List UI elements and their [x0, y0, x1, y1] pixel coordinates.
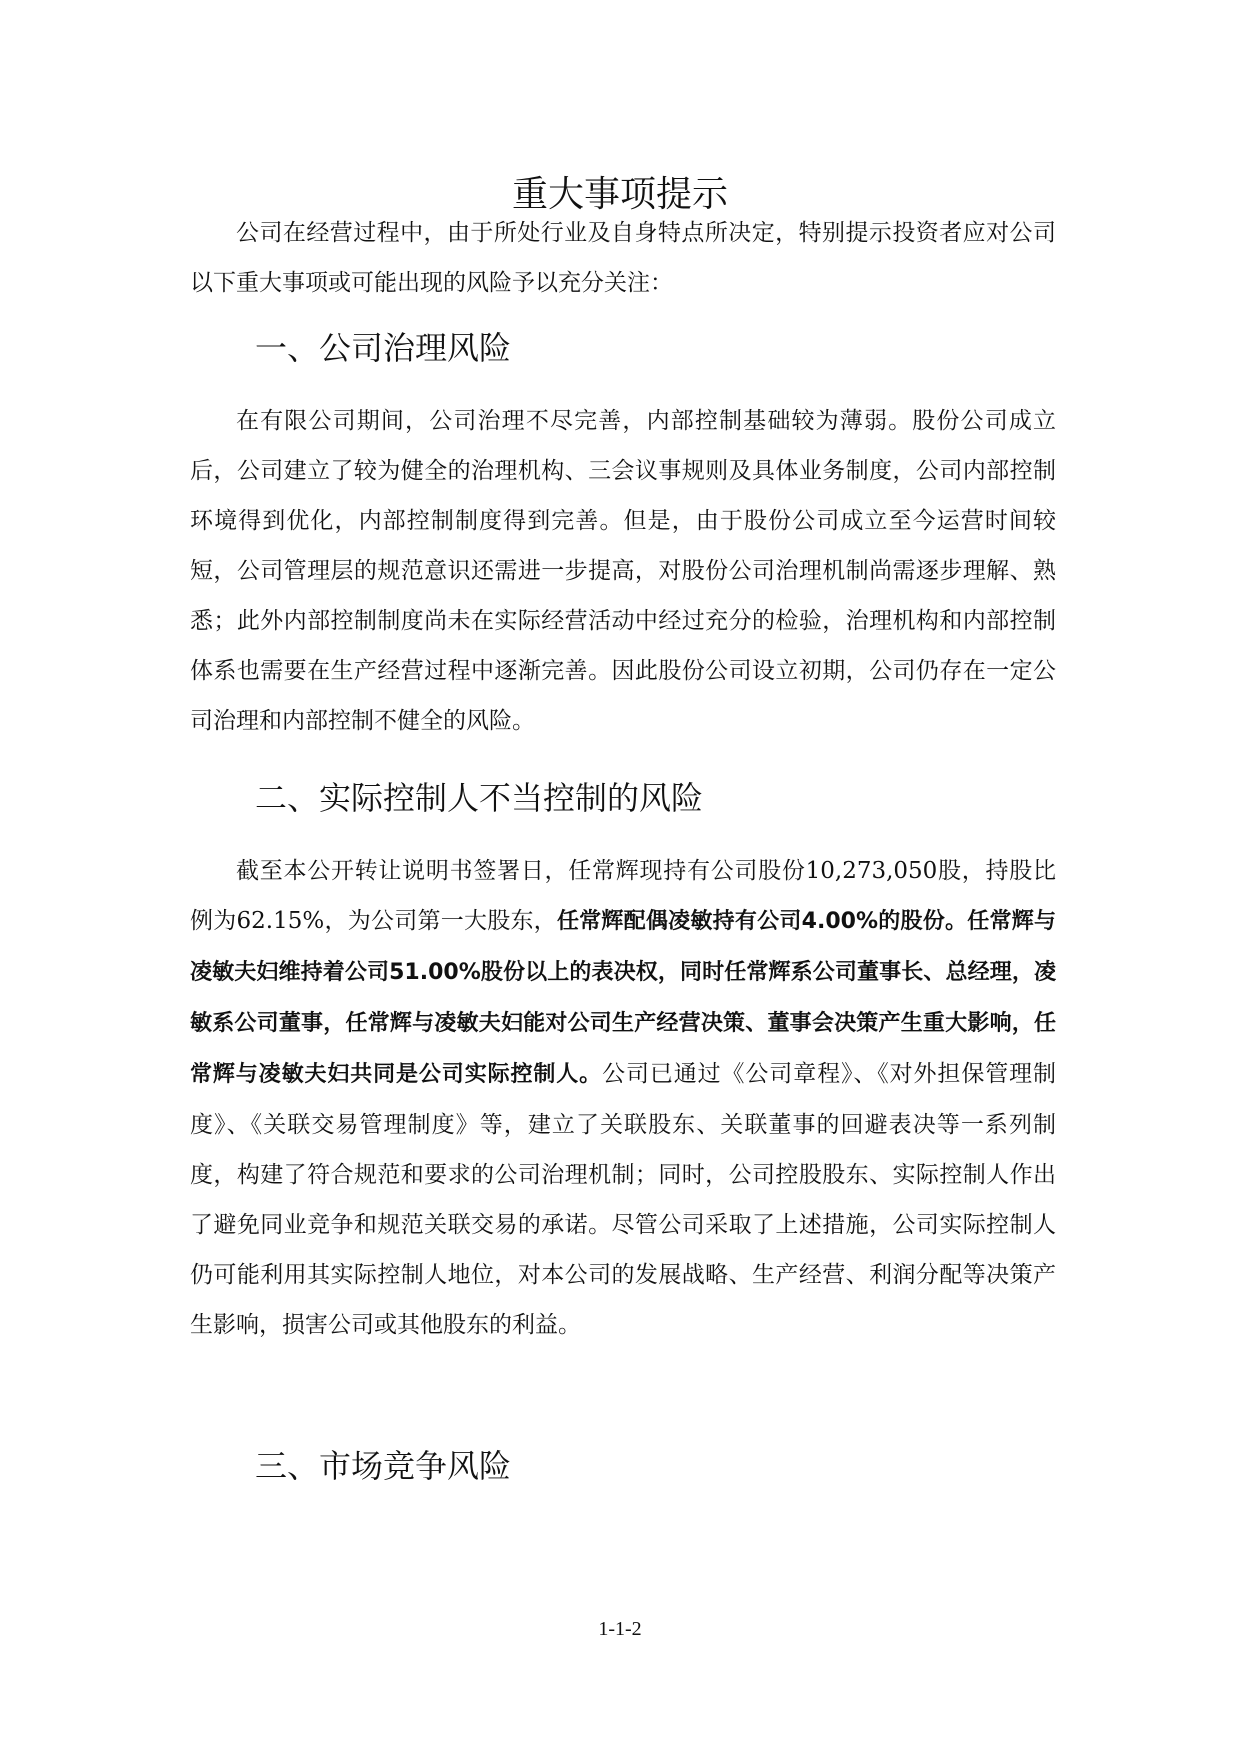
section-heading-governance-risk: 一、公司治理风险: [255, 329, 512, 367]
section-body-governance-risk: 在有限公司期间，公司治理不尽完善，内部控制基础较为薄弱。股份公司成立后，公司建立了较为健全的治理机构、三会议事规则及具体业务制度，公司内部控制环境得到优化，内部控制制度得到完善。但是，由于股份公司成立至今运营时间较短，公司管理层的规范意识还需进一步提高，对股份公司治理机制尚需逐步理解、熟悉；此外内部控制制度尚未在实际经营活动中经过充分的检验，治理机构和内部控制体系也需要在生产经营过程中逐渐完善。因此股份公司设立初期，公司仍存在一定公司治理和内部控制不健全的风险。: [190, 408, 1056, 734]
controller-risk-text-part1: 截至本公开转让说明书签署日，任常辉现持有公司股份10,273,050股，持股比例为62.15%，为公司第一大股东，: [190, 858, 1056, 934]
section-body-controller-risk: [190, 846, 1056, 1350]
section-heading-market-competition-risk: 三、市场竞争风险: [255, 1447, 512, 1485]
controller-risk-bold-text: 任常辉配偶凌敏持有公司4.00%的股份。任常辉与凌敏夫妇维持着公司51.00%股份以上的表决权，同时任常辉系公司董事长、总经理，凌敏系公司董事，任常辉与凌敏夫妇能对公司生产经营决策、董事会决策产生重大影响，任常辉与凌敏夫妇共同是公司实际控制人。: [190, 909, 1056, 1087]
page-number: 1-1-2: [598, 1618, 642, 1640]
page-title: 重大事项提示: [511, 174, 728, 215]
intro-paragraph: 公司在经营过程中，由于所处行业及自身特点所决定，特别提示投资者应对公司以下重大事项或可能出现的风险予以充分关注：: [190, 220, 1056, 296]
section-heading-controller-risk: 二、实际控制人不当控制的风险: [255, 779, 704, 817]
controller-risk-text-part2: 公司已通过《公司章程》、《对外担保管理制度》、《关联交易管理制度》等，建立了关联股东、关联董事的回避表决等一系列制度，构建了符合规范和要求的公司治理机制；同时，公司控股股东、实际控制人作出了避免同业竞争和规范关联交易的承诺。尽管公司采取了上述措施，公司实际控制人仍可能利用其实际控制人地位，对本公司的发展战略、生产经营、利润分配等决策产生影响，损害公司或其他股东的利益。: [190, 1061, 1057, 1338]
